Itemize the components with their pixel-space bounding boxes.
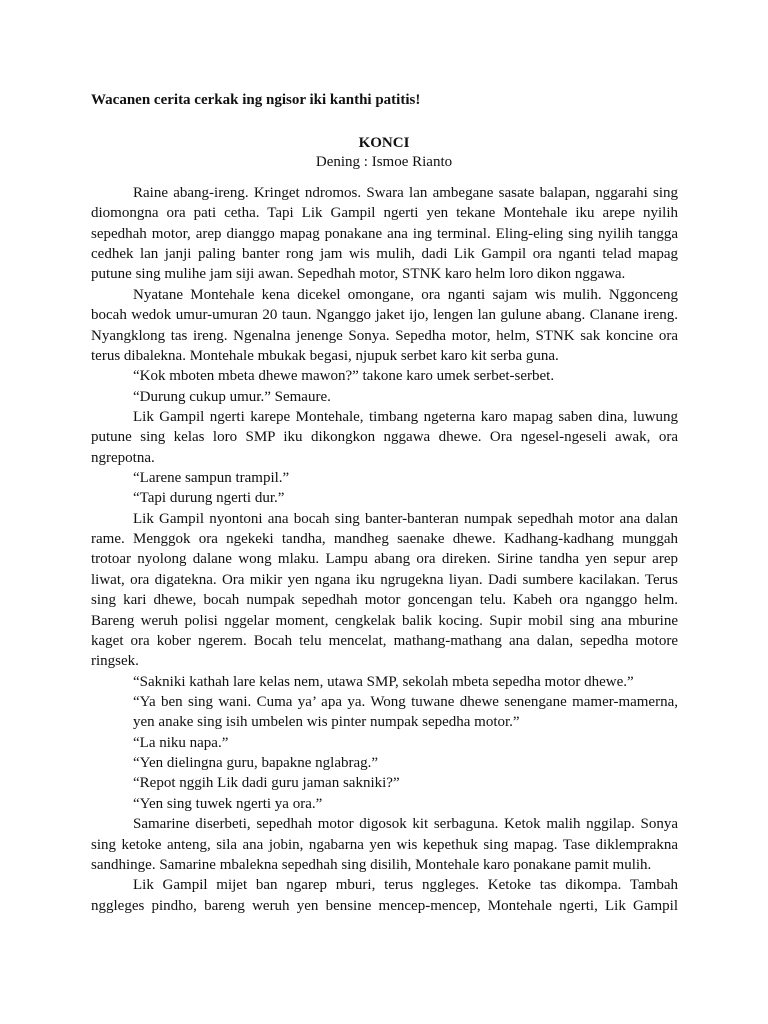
- text-line: ngrepotna.: [91, 449, 155, 466]
- text-line: “Kok mboten mbeta dhewe mawon?” takone karo umek serbet-serbet.: [133, 368, 555, 385]
- text-line: “Ya ben sing wani. Cuma ya’ apa ya. Wong tuwane dhewe senengane mamer-mamerna,: [133, 693, 678, 710]
- text-line: nggleges pindho, bareng weruh yen bensine mencep-mencep, Montehale ngerti, Lik Gampil: [91, 897, 678, 914]
- text-line: “Durung cukup umur.” Semaure.: [133, 388, 331, 405]
- text-line: “La niku napa.”: [133, 734, 229, 751]
- text-line: yen anake sing isih umbelen wis pinter numpak sepedha motor.”: [133, 714, 520, 731]
- text-line: “Larene sampun trampil.”: [133, 470, 290, 487]
- text-line: liwat, ora digatekna. Ora mikir yen ngana iku ngrugekna liyan. Dadi sumbere kacilakan. Terus: [91, 571, 678, 588]
- text-line: kaget ora kober ngerem. Bocah telu mencelat, mathang-mathang ana dalan, sepedha motore: [91, 632, 678, 649]
- text-line: trotoar nyolong dalane wong mlaku. Lampu abang ora direken. Sirine tandha yen sepur arep: [91, 551, 678, 568]
- text-line: rame. Menggok ora ngekeki tandha, mandheg saenake dhewe. Kadhang-kadhang munggah: [91, 531, 678, 548]
- text-line: Samarine diserbeti, sepedhah motor digosok kit serbaguna. Ketok malih nggilap. Sonya: [133, 816, 678, 833]
- text-line: ringsek.: [91, 653, 139, 670]
- text-line: sing kari dhewe, bocah numpak sepedhah motor goncengan telu. Kabeh ora nganggo helm.: [91, 592, 678, 609]
- text-line: Nyatane Montehale kena dicekel omongane, ora nganti sajam wis mulih. Nggonceng: [133, 286, 678, 303]
- text-line: “Sakniki kathah lare kelas nem, utawa SMP, sekolah mbeta sepedha motor dhewe.”: [133, 673, 634, 690]
- text-line: sepedhah motor, arep dianggo mapag ponakane ana ing terminal. Eling-eling sing nyilih tangga: [91, 225, 678, 242]
- text-line: cedhek lan janji paling banter rong jam wis mulih, dadi Lik Gampil ora nganti telad mapag: [91, 246, 678, 263]
- instruction-heading: Wacanen cerita cerkak ing ngisor iki kanthi patitis!: [91, 92, 421, 108]
- text-line: bocah wedok umur-umuran 20 taun. Nganggo jaket ijo, lengen lan gulune abang. Clanane ireng.: [91, 307, 678, 324]
- story-author: Dening : Ismoe Rianto: [315, 154, 453, 170]
- text-line: putune sing mulihe jam siji awan. Sepedhah motor, STNK karo helm loro dikon nggawa.: [91, 266, 626, 283]
- text-line: sing ketoke anteng, sila ana jobin, ngabarna yen wis kepethuk sing mapag. Tase diklemprakna: [91, 836, 678, 853]
- text-line: Bareng weruh polisi nggelar moment, cengkelak balik kocing. Supir mobil sing ana mburine: [91, 612, 678, 629]
- text-line: Lik Gampil ngerti karepe Montehale, timbang ngeterna karo mapag saben dina, luwung: [133, 408, 678, 425]
- text-line: diomongna ora pati cetha. Tapi Lik Gampil ngerti yen tekane Montehale iku arepe nyilih: [91, 205, 678, 222]
- text-line: “Yen dielingna guru, bapakne nglabrag.”: [133, 755, 379, 772]
- text-line: “Yen sing tuwek ngerti ya ora.”: [133, 795, 323, 812]
- text-line: “Tapi durung ngerti dur.”: [133, 490, 285, 507]
- text-line: Lik Gampil mijet ban ngarep mburi, terus nggleges. Ketoke tas dikompa. Tambah: [133, 877, 678, 894]
- text-line: Nyangklong tas ireng. Ngenalna jenenge Sonya. Sepedha motor, helm, STNK sak koncine ora: [91, 327, 678, 344]
- text-line: putune sing kelas loro SMP iku dikongkon nggawa dhewe. Ora ngesel-ngeseli awak, ora: [91, 429, 678, 446]
- text-line: “Repot nggih Lik dadi guru jaman sakniki?”: [133, 775, 400, 792]
- story-title: KONCI: [358, 135, 410, 151]
- text-line: Raine abang-ireng. Kringet ndromos. Swara lan ambegane sasate balapan, nggarahi sing: [133, 185, 678, 201]
- text-line: Lik Gampil nyontoni ana bocah sing banter-banteran numpak sepedhah motor ana dalan: [133, 510, 678, 527]
- text-line: terus dibalekna. Montehale mbukak begasi, njupuk serbet karo kit serba guna.: [91, 347, 559, 364]
- story-body: [91, 183, 678, 916]
- text-line: sandhinge. Samarine mbalekna sepedhah sing disilih, Montehale karo ponakane pamit mulih.: [91, 856, 652, 873]
